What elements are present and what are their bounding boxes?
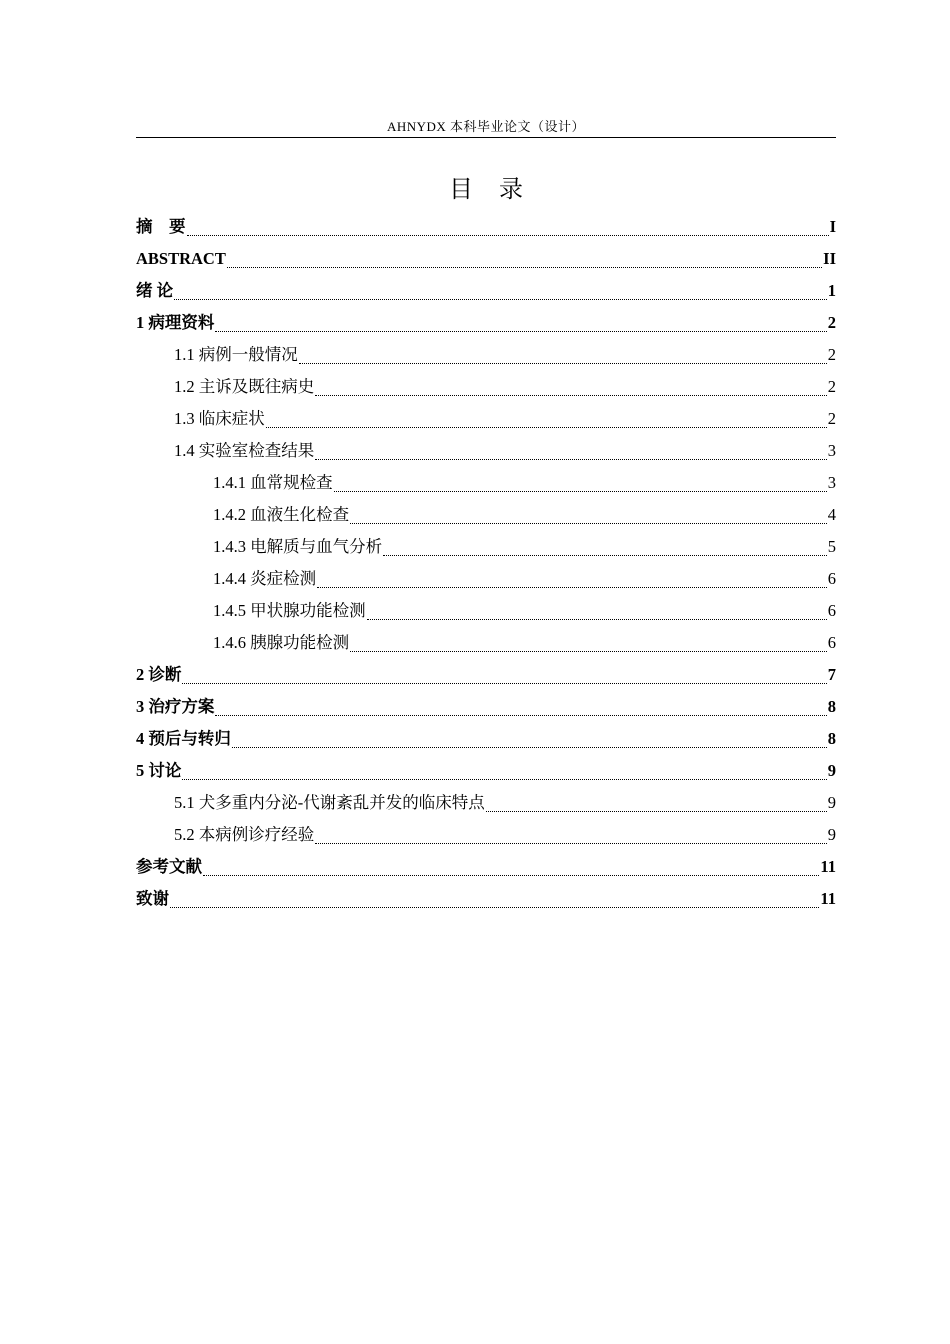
- toc-dot-leader: [315, 459, 827, 460]
- running-header: AHNYDX 本科毕业论文（设计）: [386, 119, 586, 134]
- toc-entry-label: 绪 论: [136, 281, 174, 300]
- toc-entry[interactable]: [136, 403, 836, 435]
- toc-dot-leader: [486, 811, 827, 812]
- toc-entry-label: 参考文献: [136, 857, 202, 876]
- toc-entry[interactable]: [136, 307, 836, 339]
- toc-entry-label: 5 讨论: [136, 761, 182, 780]
- toc-entry[interactable]: [136, 627, 836, 659]
- toc-entry-label: 3 治疗方案: [136, 697, 215, 716]
- toc-dot-leader: [383, 555, 827, 556]
- toc-page-number: 5: [827, 537, 836, 556]
- toc-page-number: 2: [827, 345, 836, 364]
- toc-dot-leader: [350, 523, 827, 524]
- toc-page-number: 11: [820, 857, 836, 876]
- toc-entry[interactable]: [136, 563, 836, 595]
- toc-entry[interactable]: [136, 275, 836, 307]
- toc-entry[interactable]: [136, 211, 836, 243]
- toc-entry-label: 1.1 病例一般情况: [174, 345, 298, 364]
- toc-entry[interactable]: [136, 691, 836, 723]
- toc-dot-leader: [203, 875, 819, 876]
- toc-page-number: 8: [827, 697, 836, 716]
- toc-dot-leader: [315, 395, 827, 396]
- toc-entry[interactable]: [136, 531, 836, 563]
- toc-page-number: 2: [827, 409, 836, 428]
- toc-entry-label: 1.2 主诉及既往病史: [174, 377, 315, 396]
- toc-page-number: 6: [827, 633, 836, 652]
- toc-entry-label: 5.1 犬多重内分泌-代谢紊乱并发的临床特点: [174, 793, 485, 812]
- toc-entry[interactable]: [136, 435, 836, 467]
- toc-entry-label: 2 诊断: [136, 665, 182, 684]
- toc-entry-label: 1.4.3 电解质与血气分析: [213, 537, 383, 556]
- toc-page-number: 9: [827, 825, 836, 844]
- toc-entry[interactable]: [136, 339, 836, 371]
- toc-entry[interactable]: [136, 243, 836, 275]
- toc-entry[interactable]: [136, 787, 836, 819]
- toc-entry[interactable]: [136, 883, 836, 915]
- toc-page-number: 6: [827, 601, 836, 620]
- toc-entry[interactable]: [136, 755, 836, 787]
- toc-dot-leader: [170, 907, 819, 908]
- toc-entry[interactable]: [136, 851, 836, 883]
- toc-page-number: 4: [827, 505, 836, 524]
- toc-entry-label: 1.3 临床症状: [174, 409, 265, 428]
- toc-entry[interactable]: [136, 659, 836, 691]
- toc-dot-leader: [227, 267, 822, 268]
- table-of-contents: [136, 211, 836, 915]
- toc-entry-label: 1.4.1 血常规检查: [213, 473, 333, 492]
- toc-entry-label: ABSTRACT: [136, 249, 226, 268]
- toc-page-number: 3: [827, 473, 836, 492]
- toc-entry-label: 1 病理资料: [136, 313, 215, 332]
- toc-entry-label: 1.4 实验室检查结果: [174, 441, 315, 460]
- toc-dot-leader: [317, 587, 827, 588]
- toc-page-number: 8: [827, 729, 836, 748]
- toc-entry-label: 1.4.6 胰腺功能检测: [213, 633, 350, 652]
- toc-page-number: 2: [827, 377, 836, 396]
- toc-entry[interactable]: [136, 723, 836, 755]
- toc-dot-leader: [350, 651, 827, 652]
- toc-entry[interactable]: [136, 595, 836, 627]
- toc-page-number: 1: [827, 281, 836, 300]
- toc-dot-leader: [215, 715, 826, 716]
- toc-entry-label: 5.2 本病例诊疗经验: [174, 825, 315, 844]
- toc-page-number: 9: [827, 761, 836, 780]
- toc-dot-leader: [182, 779, 826, 780]
- toc-page-number: 6: [827, 569, 836, 588]
- toc-entry[interactable]: [136, 819, 836, 851]
- toc-page-number: II: [823, 249, 836, 268]
- toc-entry[interactable]: [136, 499, 836, 531]
- toc-dot-leader: [182, 683, 826, 684]
- toc-dot-leader: [187, 235, 829, 236]
- toc-page-number: 2: [827, 313, 836, 332]
- toc-entry[interactable]: [136, 371, 836, 403]
- toc-entry-label: 1.4.2 血液生化检查: [213, 505, 350, 524]
- toc-entry-label: 1.4.5 甲状腺功能检测: [213, 601, 366, 620]
- toc-dot-leader: [232, 747, 827, 748]
- toc-title: 目录: [449, 177, 549, 203]
- toc-dot-leader: [174, 299, 827, 300]
- toc-entry-label: 致谢: [136, 889, 169, 908]
- toc-dot-leader: [367, 619, 827, 620]
- toc-page-number: 11: [820, 889, 836, 908]
- header-divider: [136, 137, 836, 138]
- toc-entry[interactable]: [136, 467, 836, 499]
- toc-entry-label: 4 预后与转归: [136, 729, 231, 748]
- toc-page-number: 7: [827, 665, 836, 684]
- toc-dot-leader: [266, 427, 827, 428]
- toc-dot-leader: [334, 491, 827, 492]
- toc-entry-label: 摘 要: [136, 217, 186, 236]
- toc-dot-leader: [299, 363, 827, 364]
- toc-dot-leader: [215, 331, 826, 332]
- toc-page-number: 9: [827, 793, 836, 812]
- toc-entry-label: 1.4.4 炎症检测: [213, 569, 317, 588]
- toc-dot-leader: [315, 843, 827, 844]
- toc-page-number: I: [829, 217, 836, 236]
- toc-page-number: 3: [827, 441, 836, 460]
